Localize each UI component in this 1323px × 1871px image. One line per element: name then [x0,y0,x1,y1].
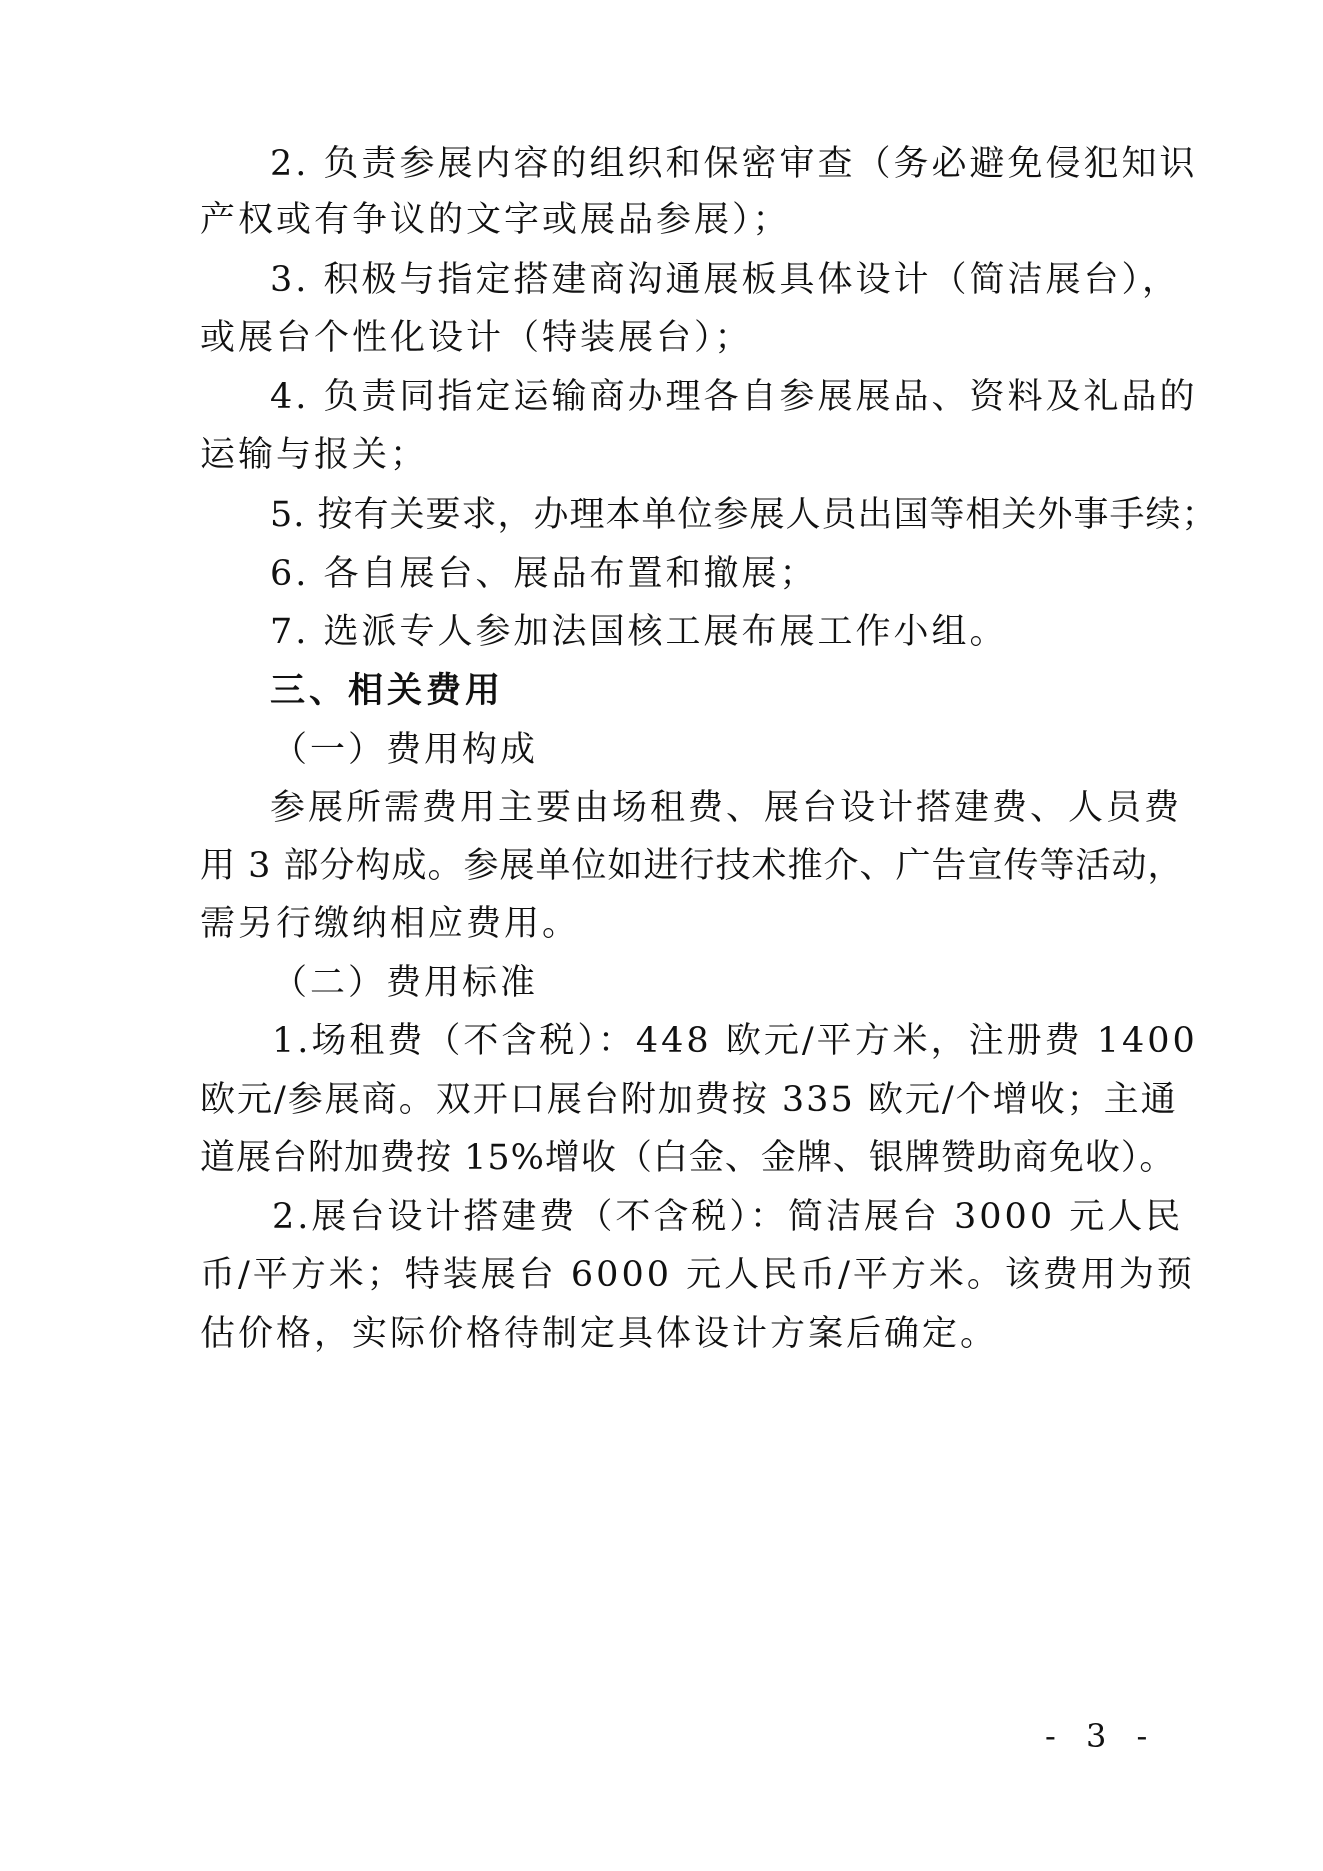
booth-construction-fee-line-1: 2.展台设计搭建费（不含税）：简洁展台 3000 元人民 [272,1197,1184,1237]
list-item-7: 7. 选派专人参加法国核工展布展工作小组。 [270,612,1008,652]
list-item-4-line-2: 运输与报关； [200,435,429,475]
list-item-6: 6. 各自展台、展品布置和撤展； [270,554,818,594]
venue-fee-line-3: 道展台附加费按 15%增收（白金、金牌、银牌赞助商免收）。 [200,1138,1176,1178]
list-item-5: 5. 按有关要求，办理本单位参展人员出国等相关外事手续； [270,495,1218,535]
booth-construction-fee-line-3: 估价格，实际价格待制定具体设计方案后确定。 [200,1314,999,1354]
list-item-3-line-1: 3. 积极与指定搭建商沟通展板具体设计（简洁展台）， [270,260,1181,300]
cost-paragraph-line-3: 需另行缴纳相应费用。 [200,904,581,944]
list-item-2-line-2: 产权或有争议的文字或展品参展）； [200,200,791,240]
venue-fee-line-2: 欧元/参展商。双开口展台附加费按 335 欧元/个增收；主通 [200,1080,1178,1120]
list-item-2-line-1: 2. 负责参展内容的组织和保密审查（务必避免侵犯知识 [270,144,1198,184]
list-item-3-line-2: 或展台个性化设计（特装展台）； [200,318,753,358]
cost-paragraph-line-2: 用 3 部分构成。参展单位如进行技术推介、广告宣传等活动， [200,846,1184,886]
list-item-4-line-1: 4. 负责同指定运输商办理各自参展展品、资料及礼品的 [270,377,1198,417]
sub-heading-cost-standard: （二）费用标准 [272,963,539,1003]
page-number: - 3 - [1045,1717,1158,1755]
venue-fee-line-1: 1.场租费（不含税）：448 欧元/平方米，注册费 1400 [272,1021,1198,1061]
section-heading: 三、相关费用 [270,671,505,711]
sub-heading-cost-composition: （一）费用构成 [272,730,539,770]
cost-paragraph-line-1: 参展所需费用主要由场租费、展台设计搭建费、人员费 [270,788,1183,828]
booth-construction-fee-line-2: 币/平方米；特装展台 6000 元人民币/平方米。该费用为预 [200,1255,1195,1295]
